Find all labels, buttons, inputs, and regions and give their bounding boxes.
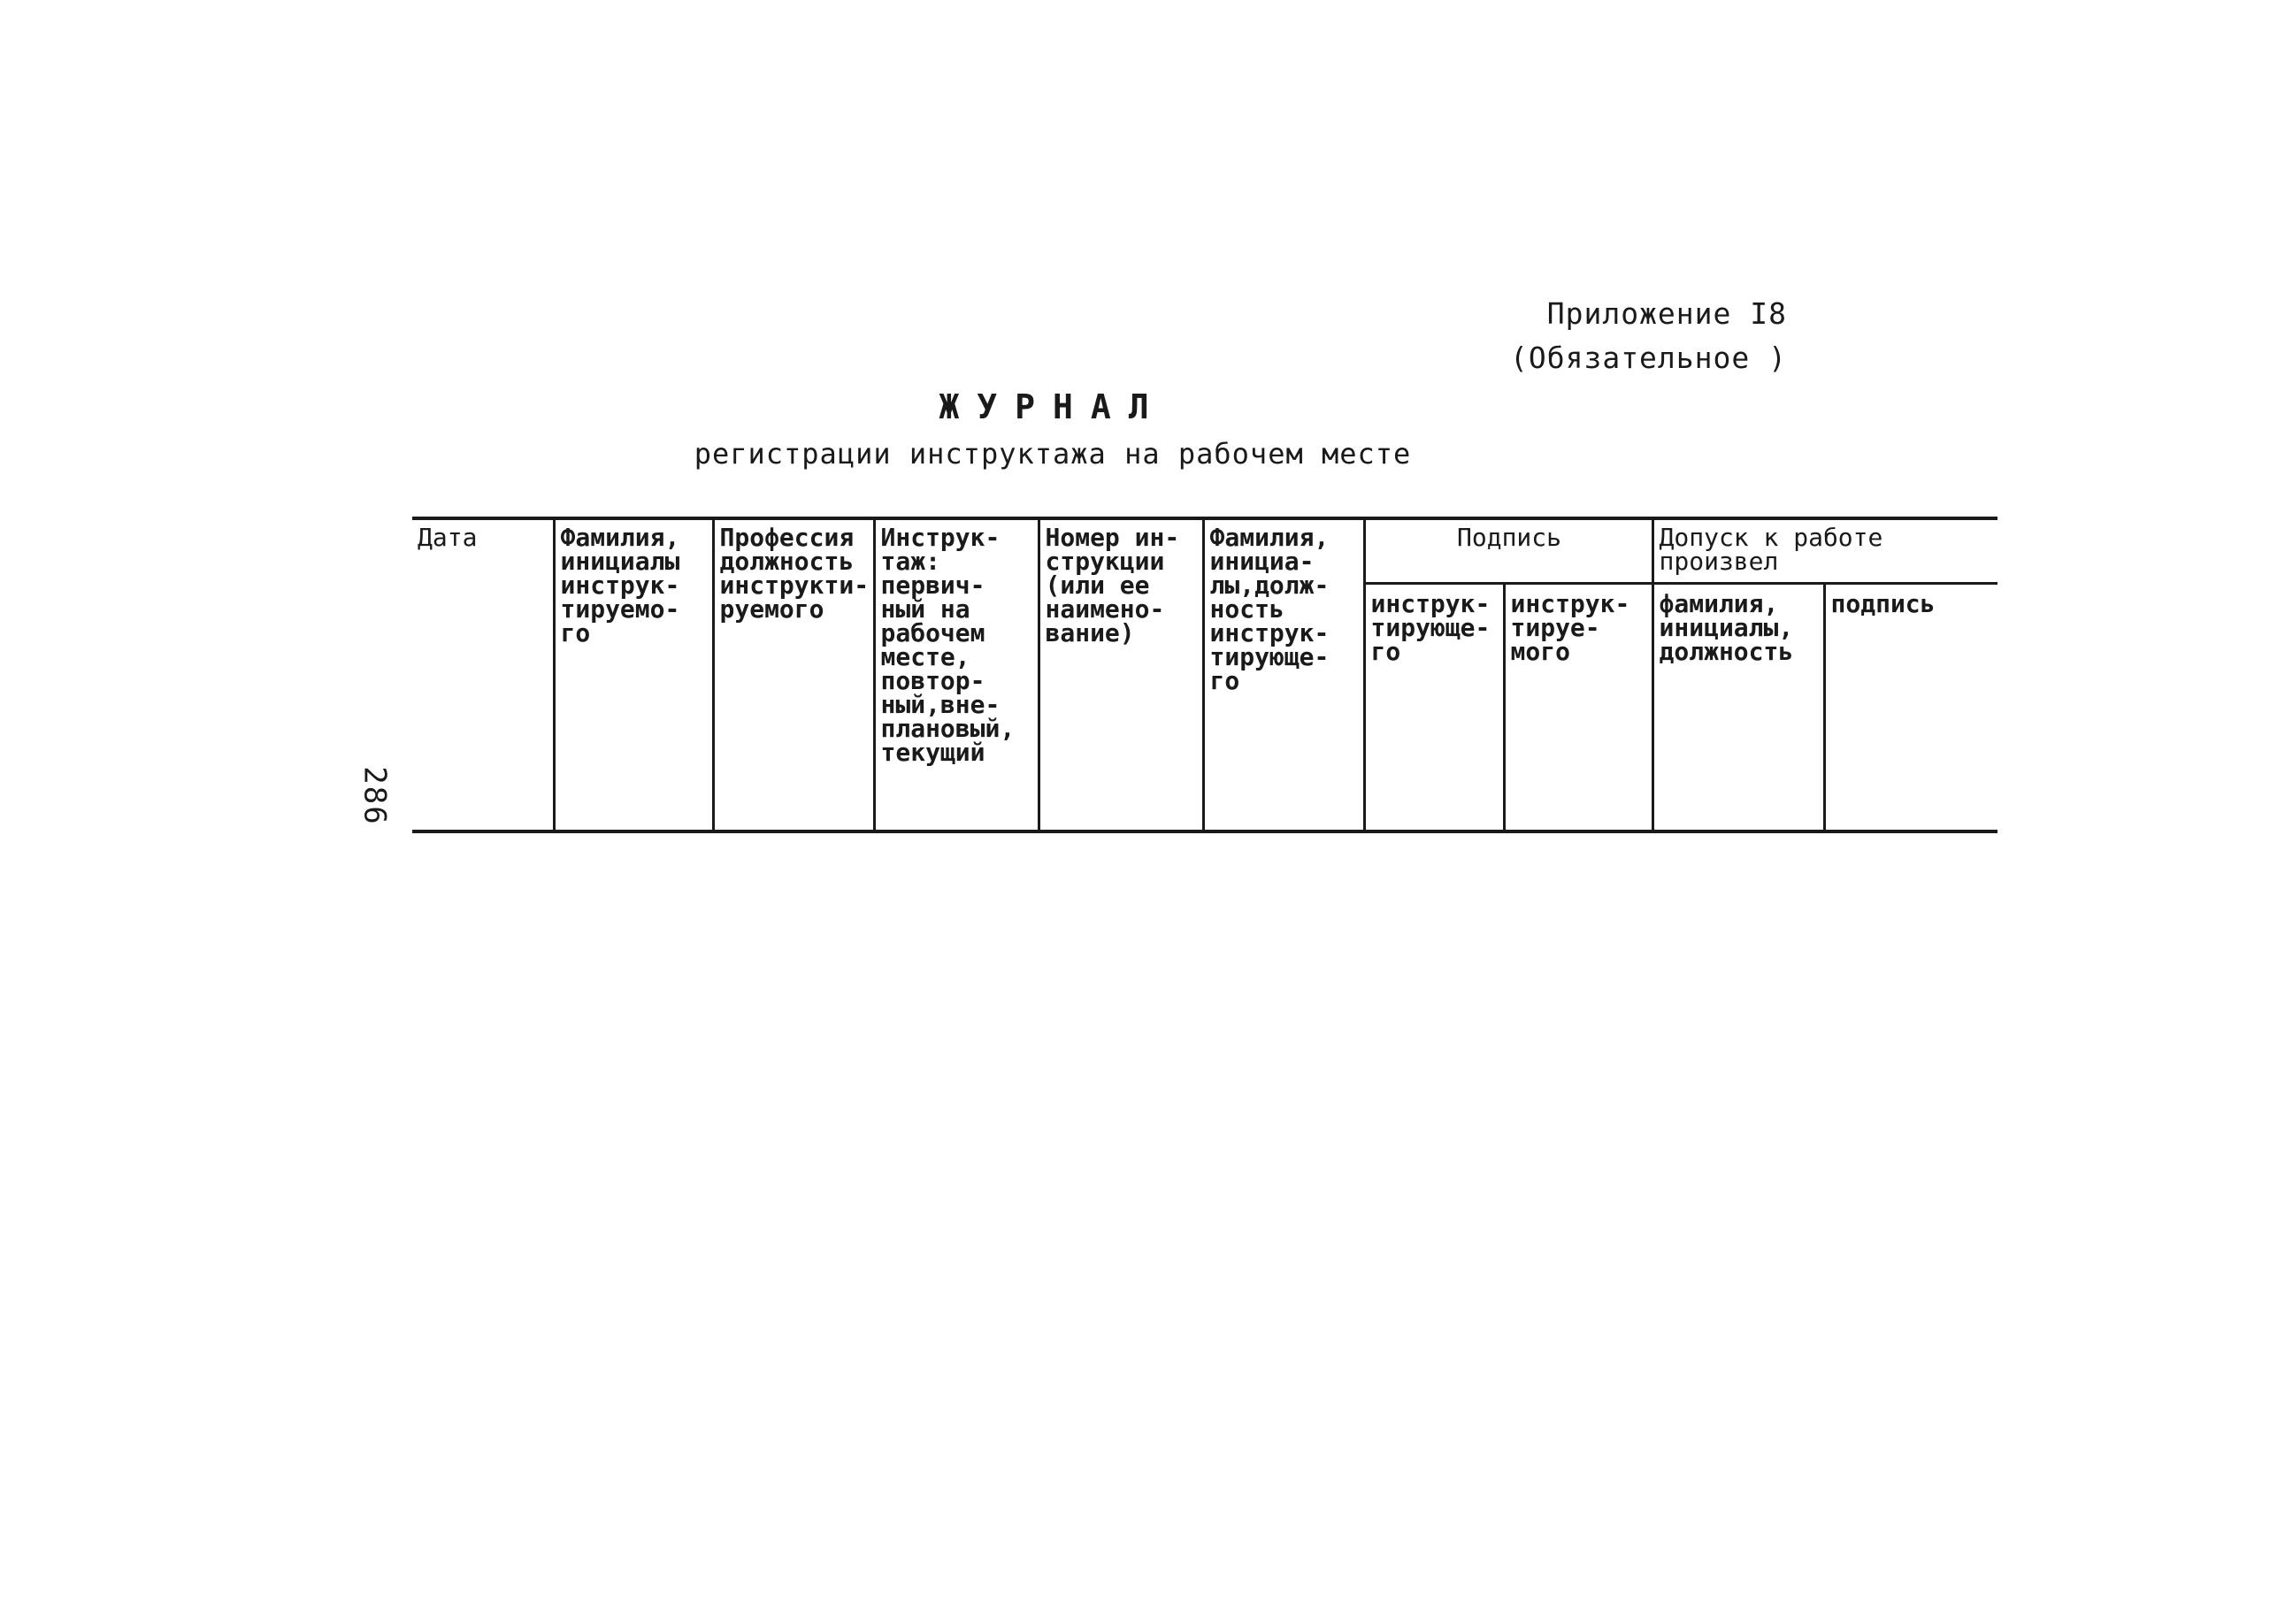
column-instructor-name: Фамилия, инициа- лы,долж- ность инструк- тирующе- го (1203, 520, 1364, 830)
column-group-signature: Подпись (1364, 520, 1652, 584)
appendix-number: Приложение I8 (1546, 296, 1787, 331)
column-signature-instructor: инструк- тирующе- го (1364, 584, 1504, 831)
journal-title: ЖУРНАЛ (939, 387, 1167, 426)
column-group-admission: Допуск к работе произвел (1652, 520, 1997, 584)
column-instruction-type: Инструк- таж: первич- ный на рабочем месте, повтор- ный,вне- плановый, текущий (874, 520, 1039, 830)
document-title (690, 385, 1415, 475)
column-admission-name: фамилия, инициалы, должность (1652, 584, 1824, 831)
appendix-status: (Обязательное ) (1509, 341, 1787, 375)
table-bottom-rule (412, 830, 1997, 833)
journal-subtitle: регистрации инструктажа на рабочем месте (694, 437, 1412, 471)
journal-table (412, 520, 1997, 830)
column-date: Дата (418, 523, 478, 552)
column-signature-instructed: инструк- тируе- мого (1504, 584, 1652, 831)
page-number: 286 (357, 766, 393, 826)
column-admission-signature: подпись (1824, 584, 1997, 831)
header-row-top (412, 520, 1997, 584)
appendix-label (1468, 292, 1787, 380)
column-instructed-name: Фамилия, инициалы инструк- тируемо- го (554, 520, 713, 830)
column-profession: Профессия должность инструкти- руемого (713, 520, 874, 830)
column-instruction-number: Номер ин- струкции (или ее наимено- вание) (1039, 520, 1203, 830)
